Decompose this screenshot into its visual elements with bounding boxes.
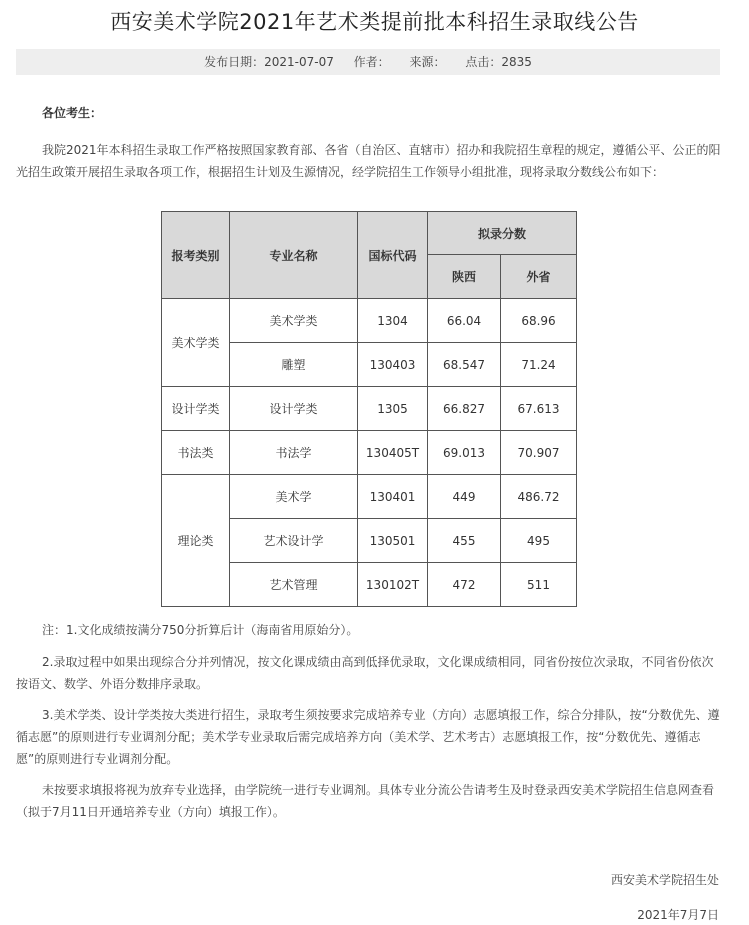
shaanxi-score-cell: 69.013: [428, 431, 501, 475]
header-category: 报考类别: [162, 212, 230, 299]
note-4: 未按要求填报将视为放弃专业选择，由学院统一进行专业调剂。具体专业分流公告请考生及时登录西安美术学院招生信息网查看（拟于7月11日开通培养专业（方向）填报工作）。: [16, 783, 715, 819]
table-row: [162, 387, 577, 431]
header-code: 国标代码: [358, 212, 428, 299]
category-cell: 书法类: [162, 431, 230, 475]
major-cell: 美术学: [230, 475, 358, 519]
table-row: [162, 431, 577, 475]
major-cell: 雕塑: [230, 343, 358, 387]
note-1: 注：1.文化成绩按满分750分折算后计（海南省用原始分）。: [42, 623, 359, 637]
shaanxi-score-cell: 449: [428, 475, 501, 519]
table-row: [162, 299, 577, 343]
other-score-cell: 71.24: [501, 343, 577, 387]
shaanxi-score-cell: 455: [428, 519, 501, 563]
code-cell: 130501: [358, 519, 428, 563]
major-cell: 美术学类: [230, 299, 358, 343]
code-cell: 130403: [358, 343, 428, 387]
author: 作者：: [353, 55, 390, 69]
click-count: 点击：2835: [465, 55, 532, 69]
shaanxi-score-cell: 68.547: [428, 343, 501, 387]
shaanxi-score-cell: 472: [428, 563, 501, 607]
publish-date: 发布日期：2021-07-07: [204, 55, 334, 69]
article-meta-bar: [16, 49, 720, 75]
code-cell: 130401: [358, 475, 428, 519]
note-3: 3.美术学类、设计学类按大类进行招生，录取考生须按要求完成培养专业（方向）志愿填报工作，综合分排队，按“分数优先、遵循志愿”的原则进行专业调剂分配；美术学专业录取后需完成培养方向（美术学、艺术考古）志愿填报工作，按“分数优先、遵循志愿”的原则进行专业调剂分配。: [16, 708, 720, 766]
major-cell: 书法学: [230, 431, 358, 475]
major-cell: 艺术设计学: [230, 519, 358, 563]
greeting: 各位考生：: [42, 106, 103, 120]
page-title: 西安美术学院2021年艺术类提前批本科招生录取线公告: [110, 10, 639, 34]
other-score-cell: 70.907: [501, 431, 577, 475]
note-2: 2.录取过程中如果出现综合分并列情况，按文化课成绩由高到低择优录取，文化课成绩相同，同省份按位次录取，不同省份依次按语文、数学、外语分数排序录取。: [16, 655, 714, 691]
category-cell: 美术学类: [162, 299, 230, 387]
signature: 西安美术学院招生处: [610, 873, 719, 887]
source: 来源：: [409, 55, 446, 69]
other-score-cell: 67.613: [501, 387, 577, 431]
other-score-cell: 486.72: [501, 475, 577, 519]
code-cell: 130405T: [358, 431, 428, 475]
shaanxi-score-cell: 66.827: [428, 387, 501, 431]
admission-score-table: [161, 211, 577, 607]
header-shaanxi: 陕西: [428, 255, 501, 299]
major-cell: 艺术管理: [230, 563, 358, 607]
table-row: [162, 475, 577, 519]
category-cell: 理论类: [162, 475, 230, 607]
code-cell: 1304: [358, 299, 428, 343]
intro-paragraph: 我院2021年本科招生录取工作严格按照国家教育部、各省（自治区、直辖市）招办和我院招生章程的规定，遵循公平、公正的阳光招生政策开展招生录取各项工作，根据招生计划及生源情况，经学院招生工作领导小组批准，现将录取分数线公布如下：: [16, 143, 721, 179]
header-other-province: 外省: [501, 255, 577, 299]
header-major: 专业名称: [230, 212, 358, 299]
category-cell: 设计学类: [162, 387, 230, 431]
code-cell: 130102T: [358, 563, 428, 607]
header-score: 拟录分数: [428, 212, 577, 255]
shaanxi-score-cell: 66.04: [428, 299, 501, 343]
signature-date: 2021年7月7日: [637, 908, 719, 922]
other-score-cell: 511: [501, 563, 577, 607]
major-cell: 设计学类: [230, 387, 358, 431]
other-score-cell: 495: [501, 519, 577, 563]
code-cell: 1305: [358, 387, 428, 431]
other-score-cell: 68.96: [501, 299, 577, 343]
